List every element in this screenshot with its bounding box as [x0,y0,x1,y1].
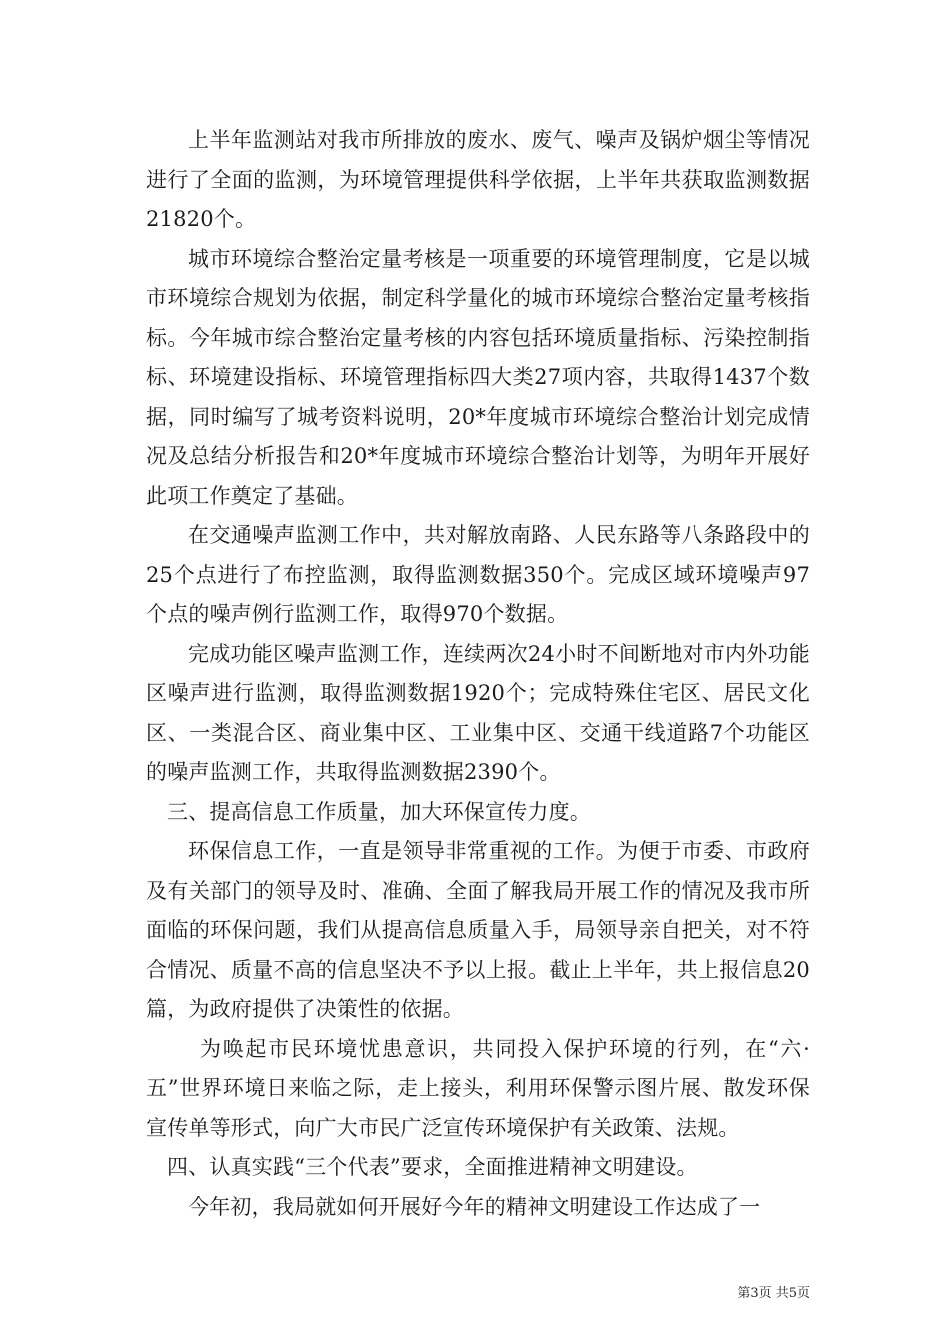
page-number: 第3页 共5页 [737,1286,810,1301]
paragraph-monitoring-station: 上半年监测站对我市所排放的废水、废气、噪声及锅炉烟尘等情况进行了全面的监测，为环境管理提供科学依据，上半年共获取监测数据21820个。 [146,128,810,231]
paragraph-environmental-info: 环保信息工作，一直是领导非常重视的工作。为便于市委、市政府及有关部门的领导及时、准确、全面了解我局开展工作的情况及我市所面临的环保问题，我们从提高信息质量入手，局领导亲自把关，对不符合情况、质量不高的信息坚决不予以上报。截止上半年，共上报信息20篇，为政府提供了决策性的依据。 [146,839,810,1021]
paragraph-publicity: 为唤起市民环境忧患意识，共同投入保护环境的行列，在“六·五”世界环境日来临之际，走上接头，利用环保警示图片展、散发环保宣传单等形式，向广大市民广泛宣传环境保护有关政策、法规。 [146,1036,810,1140]
paragraph-city-assessment: 城市环境综合整治定量考核是一项重要的环境管理制度，它是以城市环境综合规划为依据，制定科学量化的城市环境综合整治定量考核指标。今年城市综合整治定量考核的内容包括环境质量指标、污染控制指标、环境建设指标、环境管理指标四大类27项内容，共取得1437个数据，同时编写了城考资料说明，20*年度城市环境综合整治计划完成情况及总结分析报告和20*年度城市环境综合整治计划等，为明年开展好此项工作奠定了基础。 [146,246,810,508]
paragraph-functional-zone-noise: 完成功能区噪声监测工作，连续两次24小时不间断地对市内外功能区噪声进行监测，取得监测数据1920个；完成特殊住宅区、居民文化区、一类混合区、商业集中区、工业集中区、交通干线道路7个功能区的噪声监测工作，共取得监测数据2390个。 [146,641,810,784]
section-heading-four: 四、认真实践“三个代表”要求，全面推进精神文明建设。 [167,1155,698,1179]
document-body [146,121,810,1227]
paragraph-traffic-noise: 在交通噪声监测工作中，共对解放南路、人民东路等八条路段中的25个点进行了布控监测，取得监测数据350个。完成区域环境噪声97个点的噪声例行监测工作，取得970个数据。 [146,523,810,626]
section-heading-three: 三、提高信息工作质量，加大环保宣传力度。 [167,799,591,824]
paragraph-spiritual-civilization: 今年初，我局就如何开展好今年的精神文明建设工作达成了一 [188,1194,761,1219]
